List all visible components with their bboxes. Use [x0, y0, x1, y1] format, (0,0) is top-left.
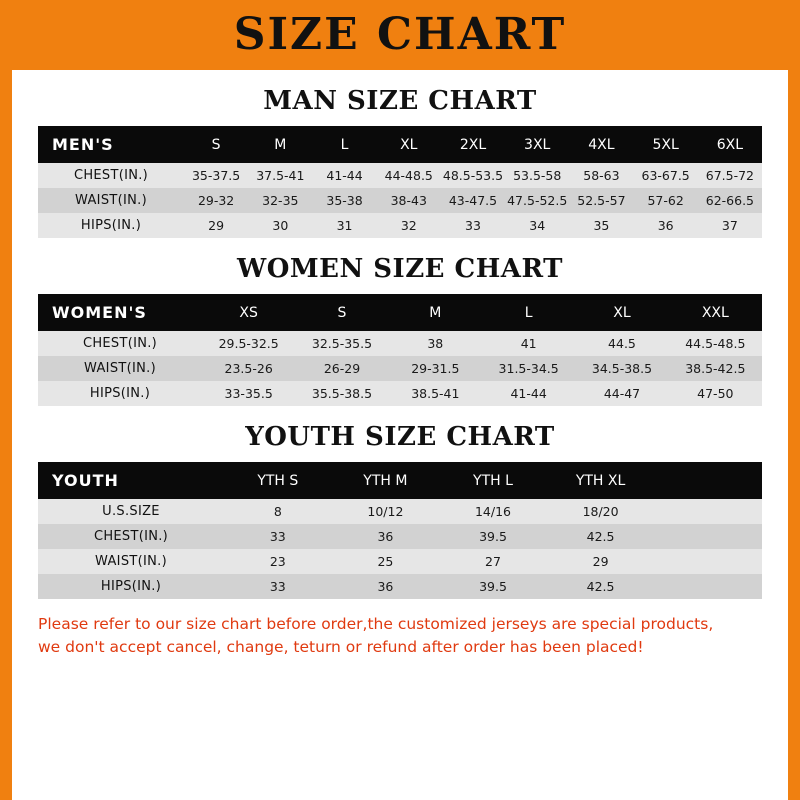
disclaimer-line-1: Please refer to our size chart before order,the customized jerseys are special products, [38, 615, 714, 633]
men-hips-5xl: 36 [634, 213, 698, 238]
men-chest-label: CHEST(IN.) [38, 163, 184, 188]
men-chest-2xl: 48.5-53.5 [441, 163, 505, 188]
women-hips-l: 41-44 [482, 381, 575, 406]
table-row [38, 213, 762, 238]
men-chest-m: 37.5-41 [248, 163, 312, 188]
men-waist-5xl: 57-62 [634, 188, 698, 213]
men-waist-2xl: 43-47.5 [441, 188, 505, 213]
men-size-table [38, 126, 762, 238]
men-waist-s: 29-32 [184, 188, 248, 213]
youth-row-header: YOUTH [38, 462, 224, 499]
women-col-xxl: XXL [669, 294, 762, 331]
women-chest-m: 38 [389, 331, 482, 356]
men-chest-l: 41-44 [312, 163, 376, 188]
youth-waist-s: 23 [224, 549, 332, 574]
men-waist-3xl: 47.5-52.5 [505, 188, 569, 213]
youth-ussize-m: 10/12 [332, 499, 440, 524]
men-chest-xl: 44-48.5 [377, 163, 441, 188]
table-row [38, 499, 762, 524]
youth-chest-l: 39.5 [439, 524, 547, 549]
table-header-row [38, 294, 762, 331]
men-col-m: M [248, 126, 312, 163]
men-col-l: L [312, 126, 376, 163]
men-chest-s: 35-37.5 [184, 163, 248, 188]
men-hips-6xl: 37 [698, 213, 762, 238]
women-waist-label: WAIST(IN.) [38, 356, 202, 381]
youth-waist-label: WAIST(IN.) [38, 549, 224, 574]
men-section-title: MAN SIZE CHART [263, 86, 537, 116]
women-col-s: S [295, 294, 388, 331]
men-col-6xl: 6XL [698, 126, 762, 163]
table-header-row [38, 462, 762, 499]
men-hips-s: 29 [184, 213, 248, 238]
women-chest-xs: 29.5-32.5 [202, 331, 295, 356]
youth-chest-s: 33 [224, 524, 332, 549]
youth-size-section [12, 422, 788, 599]
youth-col-xl: YTH XL [547, 462, 655, 499]
youth-waist-l: 27 [439, 549, 547, 574]
women-waist-m: 29-31.5 [389, 356, 482, 381]
youth-col-l: YTH L [439, 462, 547, 499]
youth-hips-s: 33 [224, 574, 332, 599]
table-row [38, 188, 762, 213]
women-hips-xxl: 47-50 [669, 381, 762, 406]
youth-chest-xl: 42.5 [547, 524, 655, 549]
table-header-row [38, 126, 762, 163]
page-banner [12, 0, 788, 70]
youth-size-table [38, 462, 762, 599]
disclaimer-note [38, 613, 762, 660]
youth-chest-empty [654, 524, 762, 549]
women-waist-s: 26-29 [295, 356, 388, 381]
men-hips-xl: 32 [377, 213, 441, 238]
youth-ussize-xl: 18/20 [547, 499, 655, 524]
men-chest-3xl: 53.5-58 [505, 163, 569, 188]
youth-chest-label: CHEST(IN.) [38, 524, 224, 549]
youth-hips-l: 39.5 [439, 574, 547, 599]
youth-chest-m: 36 [332, 524, 440, 549]
disclaimer-line-2: we don't accept cancel, change, teturn or refund after order has been placed! [38, 638, 644, 657]
men-hips-3xl: 34 [505, 213, 569, 238]
youth-ussize-l: 14/16 [439, 499, 547, 524]
men-waist-label: WAIST(IN.) [38, 188, 184, 213]
youth-ussize-s: 8 [224, 499, 332, 524]
women-size-table [38, 294, 762, 406]
women-chest-s: 32.5-35.5 [295, 331, 388, 356]
women-col-m: M [389, 294, 482, 331]
women-hips-s: 35.5-38.5 [295, 381, 388, 406]
women-size-section [12, 254, 788, 406]
women-waist-l: 31.5-34.5 [482, 356, 575, 381]
men-col-2xl: 2XL [441, 126, 505, 163]
men-hips-l: 31 [312, 213, 376, 238]
men-chest-4xl: 58-63 [569, 163, 633, 188]
men-col-xl: XL [377, 126, 441, 163]
men-col-5xl: 5XL [634, 126, 698, 163]
table-row [38, 381, 762, 406]
youth-hips-label: HIPS(IN.) [38, 574, 224, 599]
table-row [38, 331, 762, 356]
table-row [38, 356, 762, 381]
men-hips-label: HIPS(IN.) [38, 213, 184, 238]
men-col-4xl: 4XL [569, 126, 633, 163]
women-col-xl: XL [575, 294, 668, 331]
youth-col-s: YTH S [224, 462, 332, 499]
women-hips-xs: 33-35.5 [202, 381, 295, 406]
table-row [38, 524, 762, 549]
page-title: SIZE CHART [233, 9, 567, 60]
youth-col-empty [654, 462, 762, 499]
men-waist-xl: 38-43 [377, 188, 441, 213]
women-chest-l: 41 [482, 331, 575, 356]
women-hips-xl: 44-47 [575, 381, 668, 406]
women-waist-xs: 23.5-26 [202, 356, 295, 381]
youth-col-m: YTH M [332, 462, 440, 499]
women-chest-xxl: 44.5-48.5 [669, 331, 762, 356]
women-hips-m: 38.5-41 [389, 381, 482, 406]
youth-hips-m: 36 [332, 574, 440, 599]
table-row [38, 163, 762, 188]
youth-hips-xl: 42.5 [547, 574, 655, 599]
youth-hips-empty [654, 574, 762, 599]
women-chest-xl: 44.5 [575, 331, 668, 356]
women-row-header: WOMEN'S [38, 294, 202, 331]
men-row-header: MEN'S [38, 126, 184, 163]
men-waist-6xl: 62-66.5 [698, 188, 762, 213]
men-hips-m: 30 [248, 213, 312, 238]
men-waist-m: 32-35 [248, 188, 312, 213]
men-col-3xl: 3XL [505, 126, 569, 163]
men-hips-4xl: 35 [569, 213, 633, 238]
youth-section-title: YOUTH SIZE CHART [245, 422, 555, 452]
men-chest-5xl: 63-67.5 [634, 163, 698, 188]
men-size-section [12, 86, 788, 238]
youth-ussize-label: U.S.SIZE [38, 499, 224, 524]
youth-waist-empty [654, 549, 762, 574]
men-waist-l: 35-38 [312, 188, 376, 213]
youth-waist-xl: 29 [547, 549, 655, 574]
women-section-title: WOMEN SIZE CHART [237, 254, 563, 284]
women-waist-xl: 34.5-38.5 [575, 356, 668, 381]
youth-ussize-empty [654, 499, 762, 524]
youth-waist-m: 25 [332, 549, 440, 574]
table-row [38, 549, 762, 574]
table-row [38, 574, 762, 599]
men-chest-6xl: 67.5-72 [698, 163, 762, 188]
men-waist-4xl: 52.5-57 [569, 188, 633, 213]
women-chest-label: CHEST(IN.) [38, 331, 202, 356]
women-col-l: L [482, 294, 575, 331]
women-col-xs: XS [202, 294, 295, 331]
women-hips-label: HIPS(IN.) [38, 381, 202, 406]
men-col-s: S [184, 126, 248, 163]
women-waist-xxl: 38.5-42.5 [669, 356, 762, 381]
men-hips-2xl: 33 [441, 213, 505, 238]
